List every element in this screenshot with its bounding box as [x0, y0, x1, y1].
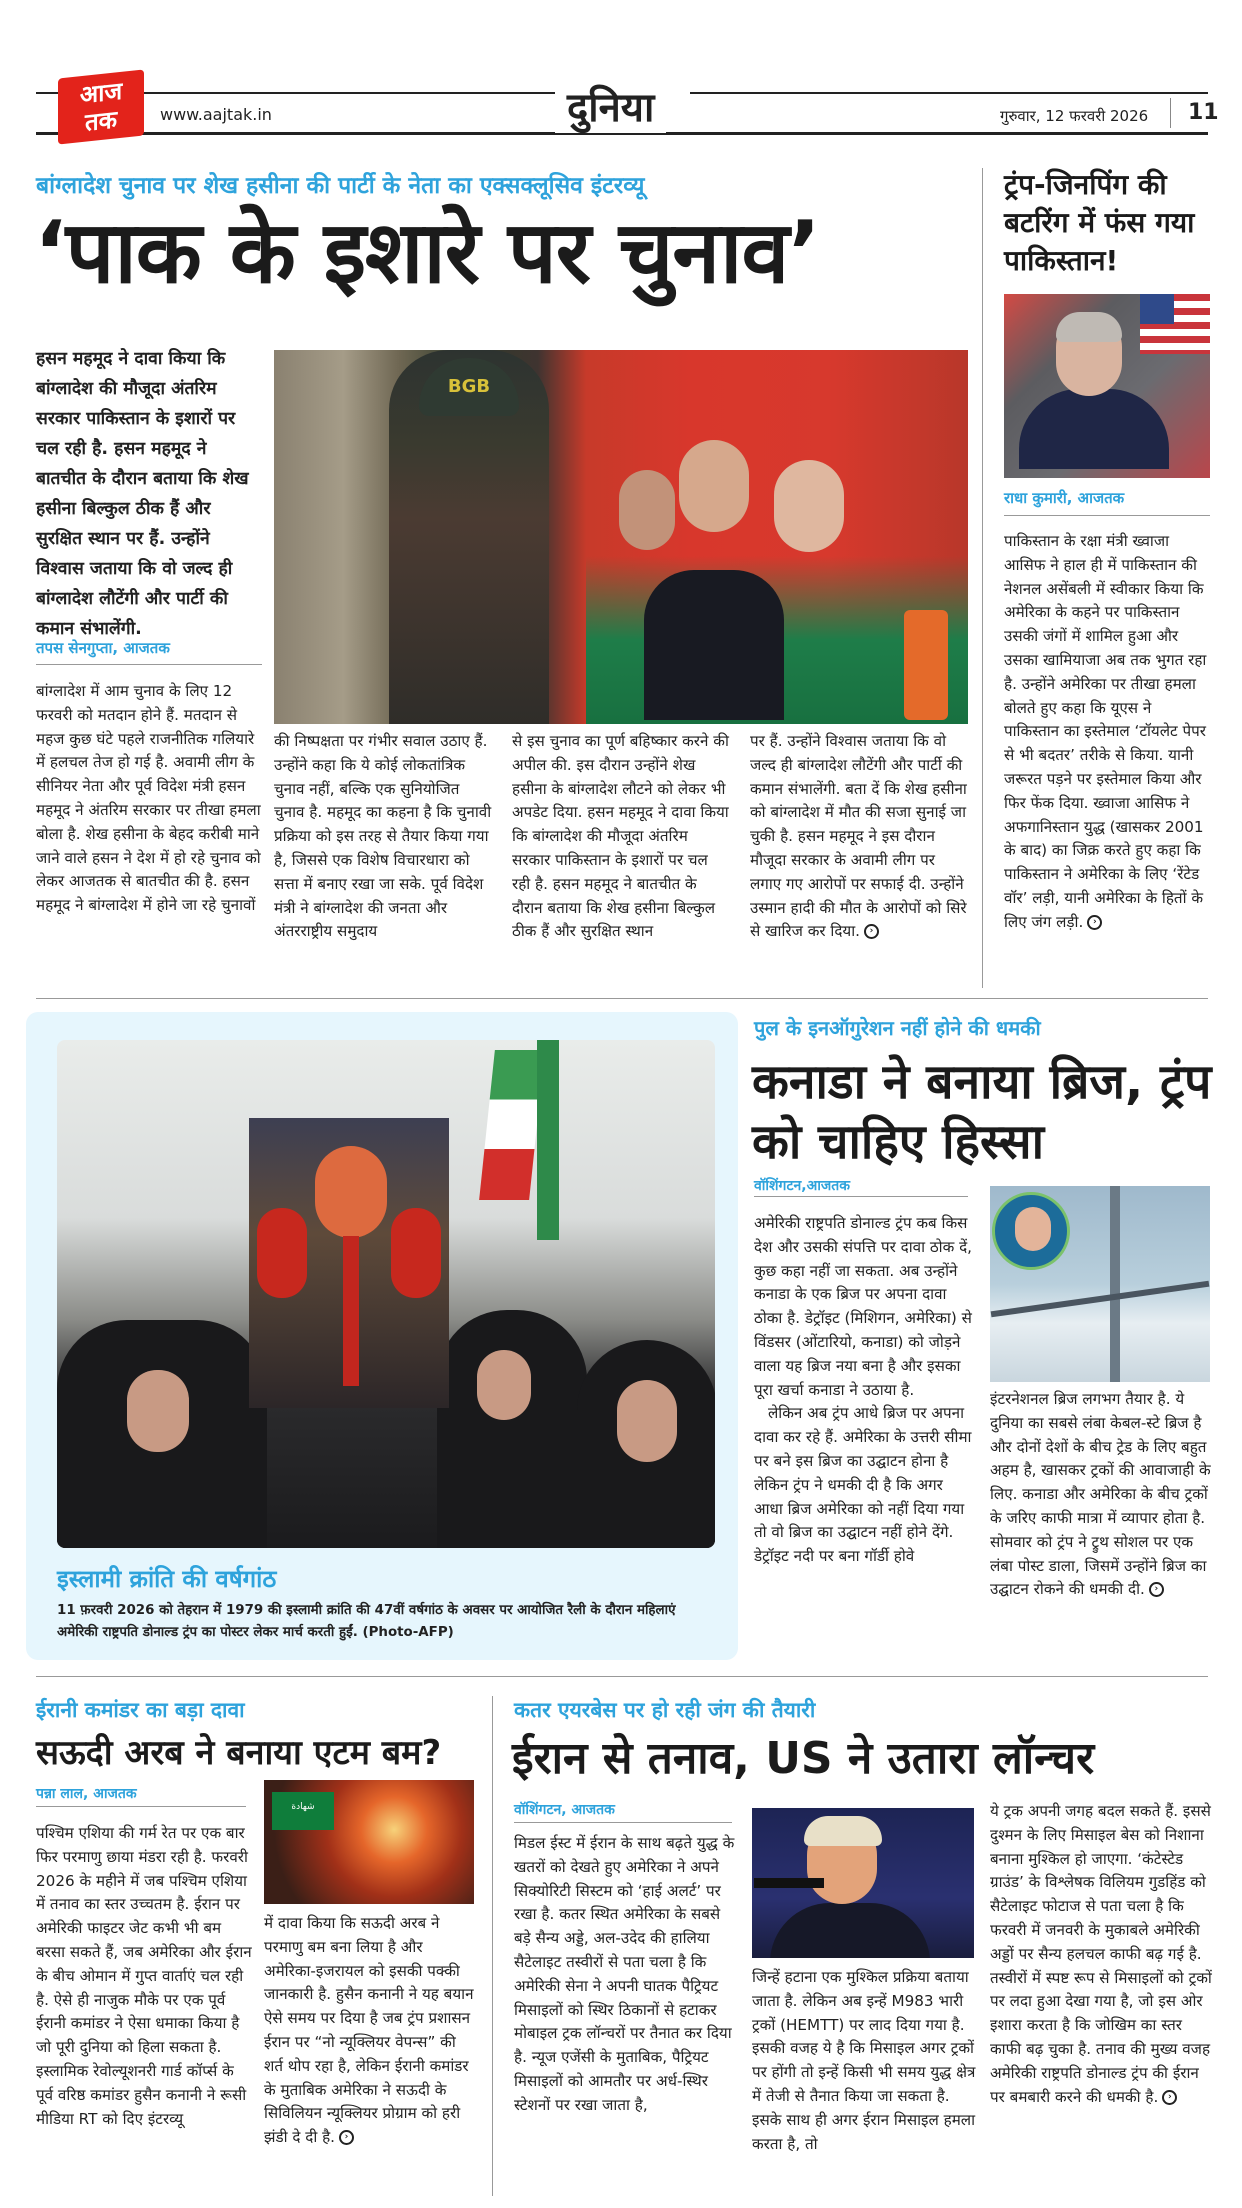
saudi-byline-rule: [36, 1806, 246, 1807]
pakistan-byline-rule: [1004, 515, 1210, 516]
column-divider: [982, 168, 983, 988]
read-more-icon[interactable]: ›: [339, 2130, 354, 2145]
qatar-column-1: मिडल ईस्ट में ईरान के साथ बढ़ते युद्ध के खतरों को देखते हुए अमेरिका ने अपने सिक्योरिटी सिस्टम को ‘हाई अलर्ट’ पर रखा है. कतर स्थित अमेरिका के सबसे बड़े सैन्य अड्डे, अल-उदेद की हालिया सैटेलाइट तस्वीरों से पता चला है कि अमेरिकी सेना ने अपनी घातक पैट्रियट मिसाइलों को स्थिर ठिकानों से हटाकर मोबाइल ट्रक लॉन्चरों पर तैनात कर दिया है. न्यूज एजेंसी के मुताबिक, पैट्रियट मिसाइलों को आमतौर पर अर्ध-स्थिर स्टेशनों पर रखा जाता है,: [514, 1834, 735, 2114]
section-rule-1: [36, 998, 1208, 999]
qatar-headline[interactable]: ईरान से तनाव, US ने उतारा लॉन्चर: [512, 1733, 1095, 1784]
lead-kicker: बांग्लादेश चुनाव पर शेख हसीना की पार्टी के नेता का एक्सक्लूसिव इंटरव्यू: [36, 173, 645, 199]
lead-column-3: से इस चुनाव का पूर्ण बहिष्कार करने की अपील की. इस दौरान उन्होंने शेख हसीना के बांग्लादेश लौटने को लेकर भी अपडेट दिया. हसन महमूद ने दावा किया कि बांग्लादेश की मौजूदा अंतरिम सरकार पाकिस्तान के इशारों पर चल रही है. हसन महमूद ने बातचीत के दौरान बताया कि शेख हसीना बिल्कुल ठीक हैं और सुरक्षित स्थान: [512, 732, 729, 941]
qatar-photo: [752, 1808, 974, 1958]
iran-flag: [479, 1050, 545, 1200]
saudi-kicker: ईरानी कमांडर का बड़ा दावा: [36, 1698, 245, 1722]
us-flag: [1140, 294, 1210, 354]
section-rule-2: [36, 1676, 1208, 1677]
bridge-headline[interactable]: कनाडा ने बनाया ब्रिज, ट्रंप को चाहिए हिस्सा: [752, 1054, 1212, 1170]
lead-column-4: पर हैं. उन्होंने विश्वास जताया कि वो जल्द ही बांग्लादेश लौटेंगी और पार्टी की कमान संभालेंगी. बता दें कि शेख हसीना को बांग्लादेश में मौत की सजा सुनाई जा चुकी है. हसन महमूद ने इस दौरान मौजूदा सरकार के अवामी लीग पर लगाए गए आरोपों पर सफाई दी. उन्होंने उस्मान हादी की मौत के आरोपों को सिरे से खारिज कर दिया. ›: [750, 732, 967, 941]
column-divider-bottom: [492, 1696, 493, 2196]
bgb-helmet: BGB: [419, 358, 519, 416]
pakistan-body: पाकिस्तान के रक्षा मंत्री ख्वाजा आसिफ ने हाल ही में पाकिस्तान की नेशनल असेंबली में स्वीकार किया कि अमेरिका के कहने पर पाकिस्तान उसकी जंगों में शामिल हुआ और उसका खामियाजा अब तक भुगत रहा है. उन्होंने अमेरिका पर तीखा हमला बोलते हुए कहा कि यूएस ने पाकिस्तान का इस्तेमाल ‘टॉयलेट पेपर से भी बदतर’ तरीके से किया. यानी जरूरत पड़ने पर इस्तेमाल किया और फिर फेंक दिया. ख्वाजा आसिफ ने अफगानिस्तान युद्ध (खासकर 2001 के बाद) का जिक्र करते हुए कहा कि पाकिस्तान ने अमेरिका के लिए ‘रेंटेड वॉर’ लड़ी, यानी अमेरिका के हितों के लिए जंग लड़ी. ›: [1004, 532, 1207, 931]
date: गुरुवार, 12 फरवरी 2026: [1000, 107, 1149, 125]
bus-taillight: [904, 610, 948, 720]
lead-intro: हसन महमूद ने दावा किया कि बांग्लादेश की मौजूदा अंतरिम सरकार पाकिस्तान के इशारों पर चल रही है. हसन महमूद ने बातचीत के दौरान बताया कि शेख हसीना बिल्कुल ठीक हैं और सुरक्षित स्थान पर हैं. उन्होंने विश्वास जताया कि वो जल्द ही बांग्लादेश लौटेंगी और पार्टी की कमान संभालेंगी.: [36, 349, 249, 639]
lead-column-2: की निष्पक्षता पर गंभीर सवाल उठाए हैं. उन्होंने कहा कि ये कोई लोकतांत्रिक चुनाव नहीं, बल्कि एक सुनियोजित चुनाव है. महमूद का कहना है कि चुनावी प्रक्रिया को इस तरह से तैयार किया गया है, जिससे एक विशेष विचारधारा को सत्ता में बनाए रखा जा सके. पूर्व विदेश मंत्री ने बांग्लादेश की जनता और अंतरराष्ट्रीय समुदाय: [274, 732, 492, 941]
aajtak-logo[interactable]: [58, 69, 144, 144]
lead-byline-rule: [36, 664, 262, 665]
lead-headline[interactable]: ‘पाक के इशारे पर चुनाव’: [34, 203, 820, 303]
bridge-byline: वॉशिंगटन,आजतक: [754, 1178, 851, 1194]
bridge-byline-rule: [754, 1196, 968, 1197]
saudi-flag: شهادة: [272, 1792, 334, 1830]
pakistan-photo: [1004, 294, 1210, 478]
qatar-column-2: जिन्हें हटाना एक मुश्किल प्रक्रिया बताया जाता है. लेकिन अब इन्हें M983 भारी ट्रकों (HEMTT) पर लाद दिया गया है. इसकी वजह ये है कि मिसाइल अगर ट्रकों पर होंगी तो इन्हें किसी भी समय युद्ध क्षेत्र में तेजी से तैनात किया जा सकता है. इसके साथ ही अगर ईरान मिसाइल हमला करता है, तो: [752, 1968, 976, 2153]
section-title: दुनिया: [555, 78, 666, 133]
trump-poster: [249, 1118, 449, 1408]
saudi-photo: [264, 1780, 474, 1904]
masthead-rule-top-right: [690, 92, 1208, 94]
logo-top-text: आज: [79, 76, 123, 110]
photo-feature-caption: 11 फ़रवरी 2026 को तेहरान में 1979 की इस्लामी क्रांति की 47वीं वर्षगांठ के अवसर पर आयोजित रैली के दौरान महिलाएं अमेरिकी राष्ट्रपति डोनाल्ड ट्रंप का पोस्टर लेकर मार्च करती हुईं. (Photo-AFP): [57, 1603, 676, 1640]
iran-rally-photo: [57, 1040, 715, 1548]
saudi-byline: पन्ना लाल, आजतक: [36, 1786, 137, 1802]
read-more-icon[interactable]: ›: [1087, 915, 1102, 930]
pakistan-headline[interactable]: ट्रंप-जिनपिंग की बटरिंग में फंस गया पाकिस्तान!: [1004, 168, 1195, 277]
read-more-icon[interactable]: ›: [864, 924, 879, 939]
microphone: [754, 1878, 824, 1888]
saudi-column-2: में दावा किया कि सऊदी अरब ने परमाणु बम बना लिया है और अमेरिका-इजरायल को इसकी पक्की जानकारी है. हुसैन कनानी ने यह बयान ऐसे समय पर दिया है जब ट्रंप प्रशासन ईरान पर “नो न्यूक्लियर वेपन्स” की शर्त थोप रहा है, लेकिन ईरानी कमांडर के मुताबिक अमेरिका ने सऊदी के सिविलियन न्यूक्लियर प्रोग्राम को हरी झंडी दे दी है. ›: [264, 1914, 474, 2147]
qatar-byline-rule: [514, 1822, 732, 1823]
logo-bottom-text: तक: [84, 105, 118, 137]
bridge-column-2: इंटरनेशनल ब्रिज लगभग तैयार है. ये दुनिया का सबसे लंबा केबल-स्टे ब्रिज है और दोनों देशों के बीच ट्रेड के लिए बहुत अहम है, खासकर ट्रकों की आवाजाही के लिए. कनाडा और अमेरिका के बीच ट्रकों के जरिए काफी मात्रा में व्यापार होता है. सोमवार को ट्रंप ने ट्रुथ सोशल पर एक लंबा पोस्ट डाला, जिसमें उन्होंने ब्रिज का उद्घाटन रोकने की धमकी दी. ›: [990, 1390, 1211, 1599]
page-number: 11: [1188, 100, 1219, 125]
trump-inset-photo: [992, 1192, 1070, 1270]
lead-column-1: बांग्लादेश में आम चुनाव के लिए 12 फरवरी को मतदान होने हैं. मतदान से महज कुछ घंटे पहले राजनीतिक गलियारे में हलचल तेज हो गई है. अवामी लीग के सीनियर नेता और पूर्व विदेश मंत्री हसन महमूद ने अंतरिम सरकार पर तीखा हमला बोला है. शेख हसीना के बेहद करीबी माने जाने वाले हसन ने देश में हो रहे चुनाव को लेकर आजतक से बातचीत की है. हसन महमूद ने बांग्लादेश में होने जा रहे चुनावों: [36, 682, 261, 915]
lead-photo: [274, 350, 968, 724]
qatar-kicker: कतर एयरबेस पर हो रही जंग की तैयारी: [514, 1698, 816, 1722]
saudi-column-1: पश्चिम एशिया की गर्म रेत पर एक बार फिर परमाणु छाया मंडरा रही है. फरवरी 2026 के महीने में जब पश्चिम एशिया में तनाव का स्तर उच्चतम है. ईरान पर अमेरिकी फाइटर जेट कभी भी बम बरसा सकते हैं, जब अमेरिका और ईरान के बीच ओमान में गुप्त वार्ताएं चल रही है. ऐसे ही नाजुक मौके पर एक पूर्व ईरानी कमांडर ने ऐसा धमाका किया है जो पूरी दुनिया को हिला सकता है. इस्लामिक रेवोल्यूशनरी गार्ड कॉर्प्स के पूर्व वरिष्ठ कमांडर हुसैन कनानी ने रूसी मीडिया RT को दिए इंटरव्यू: [36, 1824, 252, 2128]
bridge-photo: [990, 1186, 1210, 1382]
date-divider: [1170, 98, 1171, 128]
bridge-kicker: पुल के इनऑगुरेशन नहीं होने की धमकी: [754, 1016, 1041, 1040]
qatar-byline: वॉशिंगटन, आजतक: [514, 1802, 615, 1818]
website-link[interactable]: www.aajtak.in: [160, 105, 272, 124]
pakistan-byline: राधा कुमारी, आजतक: [1004, 489, 1125, 507]
bridge-column-1: अमेरिकी राष्ट्रपति डोनाल्ड ट्रंप कब किस देश और उसकी संपत्ति पर दावा ठोक दें, कुछ कहा नहीं जा सकता. अब उन्होंने कनाडा के एक ब्रिज पर अपना दावा ठोका है. डेट्रॉइट (मिशिगन, अमेरिका) से विंडसर (ओंटारियो, कनाडा) को जोड़ने वाला यह ब्रिज नया बना है और इसका पूरा खर्चा कनाडा ने उठाया है. लेकिन अब ट्रंप आधे ब्रिज पर अपना दावा कर रहे हैं. अमेरिका के उत्तरी सीमा पर बने इस ब्रिज का उद्घाटन होना है लेकिन ट्रंप ने धमकी दी है कि अगर आधा ब्रिज अमेरिका को नहीं दिया गया तो वो ब्रिज का उद्घाटन नहीं होने देंगे. डेट्रॉइट नदी पर बना गॉर्डी होवे: [754, 1214, 972, 1566]
lead-byline: तपस सेनगुप्ता, आजतक: [36, 639, 170, 657]
qatar-column-3: ये ट्रक अपनी जगह बदल सकते हैं. इससे दुश्मन के लिए मिसाइल बेस को निशाना बनाना मुश्किल हो जाएगा. ‘कंटेस्टेड ग्राउंड’ के विश्लेषक विलियम गुडहिंड को सैटेलाइट फोटाज से पता चला है कि फरवरी में जनवरी के मुकाबले अमेरिकी अड्डों पर सैन्य हलचल काफी बढ़ गई है. तस्वीरों में स्पष्ट रूप से मिसाइलों को ट्रकों पर लदा हुआ देखा गया है, जो इस ओर इशारा करता है कि जोखिम का स्तर काफी बढ़ चुका है. तनाव की मुख्य वजह अमेरिकी राष्ट्रपति डोनाल्ड ट्रंप की ईरान पर बमबारी करने की धमकी है. ›: [990, 1802, 1212, 2106]
read-more-icon[interactable]: ›: [1162, 2090, 1177, 2105]
saudi-headline[interactable]: सऊदी अरब ने बनाया एटम बम?: [36, 1733, 442, 1773]
photo-feature-title: इस्लामी क्रांति की वर्षगांठ: [57, 1565, 277, 1593]
read-more-icon[interactable]: ›: [1149, 1582, 1164, 1597]
